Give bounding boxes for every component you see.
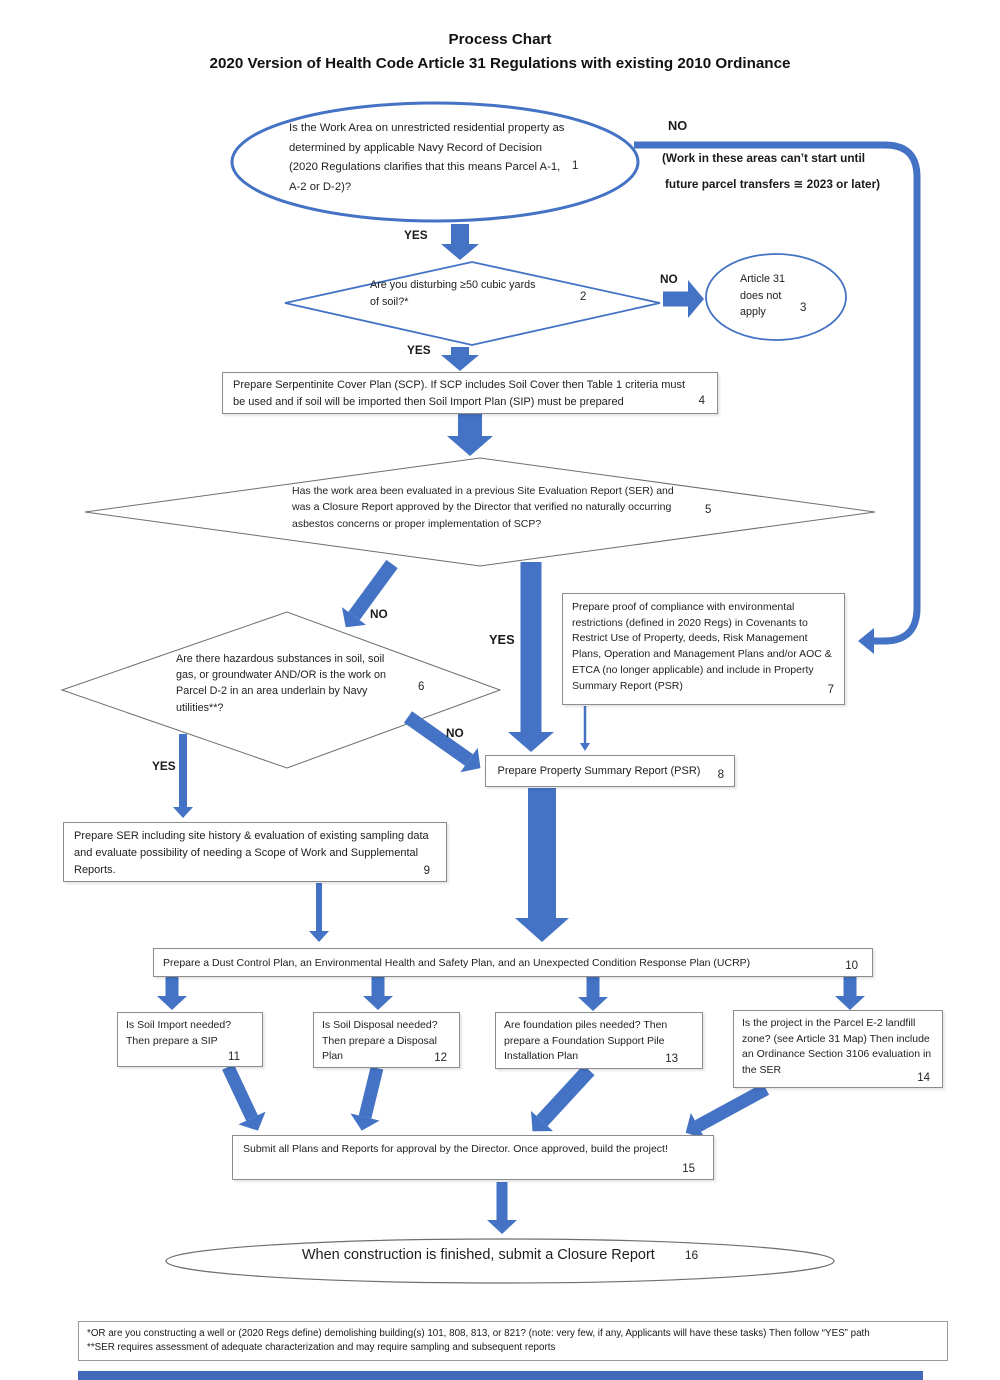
node-4 (222, 372, 718, 414)
node-7 (562, 593, 845, 705)
node-14-number: 14 (917, 1072, 930, 1084)
node-3-text: Article 31 does not apply (740, 273, 786, 318)
edge-label-yes-6: YES (152, 759, 176, 773)
arrow-12-to-15 (365, 1068, 377, 1117)
node-10-number: 10 (845, 960, 858, 972)
node-7-text: Prepare proof of compliance with environmental restrictions (defined in 2020 Regs) in Covenants to Restrict Use of Property, deeds, Risk Management Plans, Operation and Management Plans and/or AOC & ETCA (no longer applicable) and include in Property Summary Report (PSR) (572, 601, 832, 692)
node-6-number: 6 (418, 681, 425, 693)
node-16-number: 16 (684, 1248, 699, 1262)
node-12-text: Is Soil Disposal needed? Then prepare a Disposal Plan (322, 1019, 438, 1062)
edge-label-no-5: NO (370, 607, 388, 621)
node-9-text: Prepare SER including site history & evaluation of existing sampling data and evaluate possibility of needing a Scope of Work and Supplemental Reports. (74, 830, 429, 876)
arrow-13-to-15 (542, 1070, 589, 1121)
node-5-number: 5 (705, 504, 712, 516)
node-14-text: Is the project in the Parcel E-2 landfill zone? (see Article 31 Map) Then include an Ordinance Section 3106 evaluation in the SER (742, 1017, 932, 1076)
node-15 (232, 1135, 714, 1180)
node-13-text: Are foundation piles needed? Then prepare a Foundation Support Pile Installation Plan (504, 1019, 668, 1062)
chart-title-line1: Process Chart (448, 31, 552, 48)
node-1-text: Is the Work Area on unrestricted residential property as determined by applicable Navy Record of Decision (2020 Regulations clarifies that this means Parcel A-1, A-2 or D-2)? (289, 122, 565, 193)
node-8-number: 8 (717, 769, 724, 781)
edge-label-yes-5: YES (489, 632, 515, 647)
node-11-number: 11 (228, 1051, 240, 1063)
chart-title-line2: 2020 Version of Health Code Article 31 Regulations with existing 2010 Ordinance (209, 55, 791, 72)
node-9 (63, 822, 447, 882)
node-5-text: Has the work area been evaluated in a previous Site Evaluation Report (SER) and was a Closure Report approved by the Director that verified no naturally occurring asbestos concerns or proper implementation of SCP? (292, 485, 674, 530)
edge-label-no-2: NO (660, 272, 678, 286)
footnote-box (78, 1321, 948, 1361)
node-12 (313, 1012, 460, 1068)
node-2-number: 2 (580, 291, 587, 303)
edge-label-yes-1: YES (404, 228, 428, 242)
node-15-number: 15 (682, 1163, 695, 1175)
node-1-number: 1 (572, 160, 579, 172)
node-11 (117, 1012, 263, 1067)
footnote-line1: *OR are you constructing a well or (2020 Regs define) demolishing building(s) 101, 808, 813, or 821? (note: very few, if any, Applicants will have these tasks) Then follow “YES” path (87, 1328, 870, 1339)
arrow-11-to-15 (228, 1067, 252, 1118)
node-7-number: 7 (827, 684, 834, 696)
node-4-text: Prepare Serpentinite Cover Plan (SCP). If SCP includes Soil Cover then Table 1 criteria must be used and if soil will be imported then Soil Import Plan (SIP) must be prepared (233, 379, 686, 408)
arrow-14-to-15 (698, 1089, 766, 1126)
node-13 (495, 1012, 703, 1069)
node-12-number: 12 (434, 1052, 447, 1064)
node-16-text: When construction is finished, submit a Closure Report (301, 1247, 655, 1263)
edge-label-no-6: NO (446, 726, 464, 740)
node-3-number: 3 (800, 302, 807, 314)
node-16 (170, 1247, 830, 1263)
node-9-number: 9 (423, 865, 430, 877)
edge-label-no-1-note2: future parcel transfers ≅ 2023 or later) (665, 177, 881, 191)
node-14 (733, 1010, 943, 1088)
node-6-text: Are there hazardous substances in soil, soil gas, or groundwater AND/OR is the work on Parcel D-2 in an area underlain by Navy utilities**? (176, 653, 387, 714)
node-11-text: Is Soil Import needed? Then prepare a SIP (126, 1019, 232, 1047)
node-4-number: 4 (698, 395, 705, 407)
node-13-number: 13 (665, 1053, 678, 1065)
node-8-text: Prepare Property Summary Report (PSR) (497, 765, 701, 777)
footer-bar (78, 1371, 923, 1380)
node-8 (485, 755, 735, 787)
node-2-text: Are you disturbing ≥50 cubic yards of soil?* (370, 279, 536, 308)
edge-label-no-1: NO (668, 118, 688, 133)
node-15-text: Submit all Plans and Reports for approval by the Director. Once approved, build the project! (243, 1143, 668, 1155)
footnote-line2: **SER requires assessment of adequate characterization and may require sampling and subsequent reports (87, 1341, 556, 1353)
chart-title (0, 28, 1000, 76)
node-10-text: Prepare a Dust Control Plan, an Environmental Health and Safety Plan, and an Unexpected Condition Response Plan (UCRP) (163, 956, 751, 969)
edge-label-no-1-note1: (Work in these areas can’t start until (662, 151, 866, 165)
node-10 (153, 948, 873, 977)
edge-label-yes-2: YES (407, 343, 431, 357)
